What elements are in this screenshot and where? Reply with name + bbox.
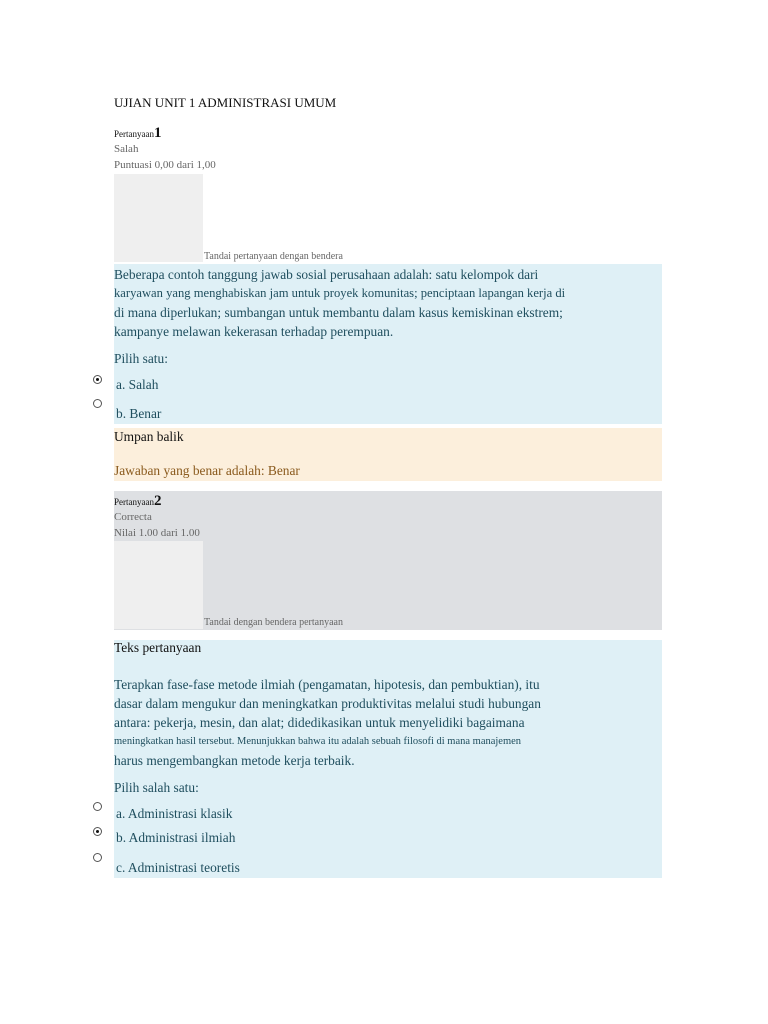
option-a-label[interactable]: a. Salah xyxy=(116,377,159,392)
option-b-label[interactable]: b. Administrasi ilmiah xyxy=(116,830,236,845)
question-2-line: meningkatkan hasil tersebut. Menunjukkan bahwa itu adalah sebuah filosofi di mana manajemen xyxy=(114,736,522,747)
question-number: 1 xyxy=(153,125,162,141)
question-1-text xyxy=(114,265,659,341)
option-a-radio[interactable] xyxy=(93,375,102,384)
option-c-radio[interactable] xyxy=(93,853,102,862)
question-2-state: Correcta xyxy=(114,511,152,523)
option-a-label[interactable]: a. Administrasi klasik xyxy=(116,806,233,821)
question-label: Pertanyaan xyxy=(114,129,154,139)
question-1-state: Salah xyxy=(114,143,139,155)
question-2-prompt: Pilih salah satu: xyxy=(114,780,199,795)
page-title: UJIAN UNIT 1 ADMINISTRASI UMUM xyxy=(114,95,337,110)
option-b-radio[interactable] xyxy=(93,827,102,836)
question-2-text-heading: Teks pertanyaan xyxy=(114,640,202,655)
question-2-grade: Nilai 1.00 dari 1.00 xyxy=(114,527,200,539)
option-a-radio[interactable] xyxy=(93,802,102,811)
question-1-grade: Puntuasi 0,00 dari 1,00 xyxy=(114,159,216,171)
feedback-text: Jawaban yang benar adalah: Benar xyxy=(114,463,300,478)
question-2-line: dasar dalam mengukur dan meningkatkan produktivitas melalui studi hubungan xyxy=(114,696,541,711)
question-1-flag-link[interactable]: Tandai pertanyaan dengan bendera xyxy=(204,251,343,262)
question-2-header xyxy=(114,493,161,510)
question-1-line: kampanye melawan kekerasan terhadap perempuan. xyxy=(114,324,394,339)
option-c-label[interactable]: c. Administrasi teoretis xyxy=(116,860,240,875)
question-1-prompt: Pilih satu: xyxy=(114,351,168,366)
feedback-title: Umpan balik xyxy=(114,429,184,444)
question-2-text xyxy=(114,675,659,770)
question-label: Pertanyaan xyxy=(114,497,154,507)
option-b-radio[interactable] xyxy=(93,399,102,408)
question-1-header xyxy=(114,125,161,142)
question-1-line: di mana diperlukan; sumbangan untuk membantu dalam kasus kemiskinan ekstrem; xyxy=(114,305,563,320)
question-1-line: karyawan yang menghabiskan jam untuk proyek komunitas; penciptaan lapangan kerja di xyxy=(114,286,566,300)
option-b-label[interactable]: b. Benar xyxy=(116,406,162,421)
question-2-line: Terapkan fase-fase metode ilmiah (pengamatan, hipotesis, dan pembuktian), itu xyxy=(114,677,540,692)
question-2-image-placeholder xyxy=(114,541,203,629)
question-1-image-placeholder xyxy=(114,174,203,262)
question-number: 2 xyxy=(153,493,162,509)
question-2-line: harus mengembangkan metode kerja terbaik. xyxy=(114,753,355,768)
question-1-line: Beberapa contoh tanggung jawab sosial perusahaan adalah: satu kelompok dari xyxy=(114,267,539,282)
question-2-line: antara: pekerja, mesin, dan alat; didedikasikan untuk menyelidiki bagaimana xyxy=(114,715,525,730)
question-2-flag-link[interactable]: Tandai dengan bendera pertanyaan xyxy=(204,617,343,628)
